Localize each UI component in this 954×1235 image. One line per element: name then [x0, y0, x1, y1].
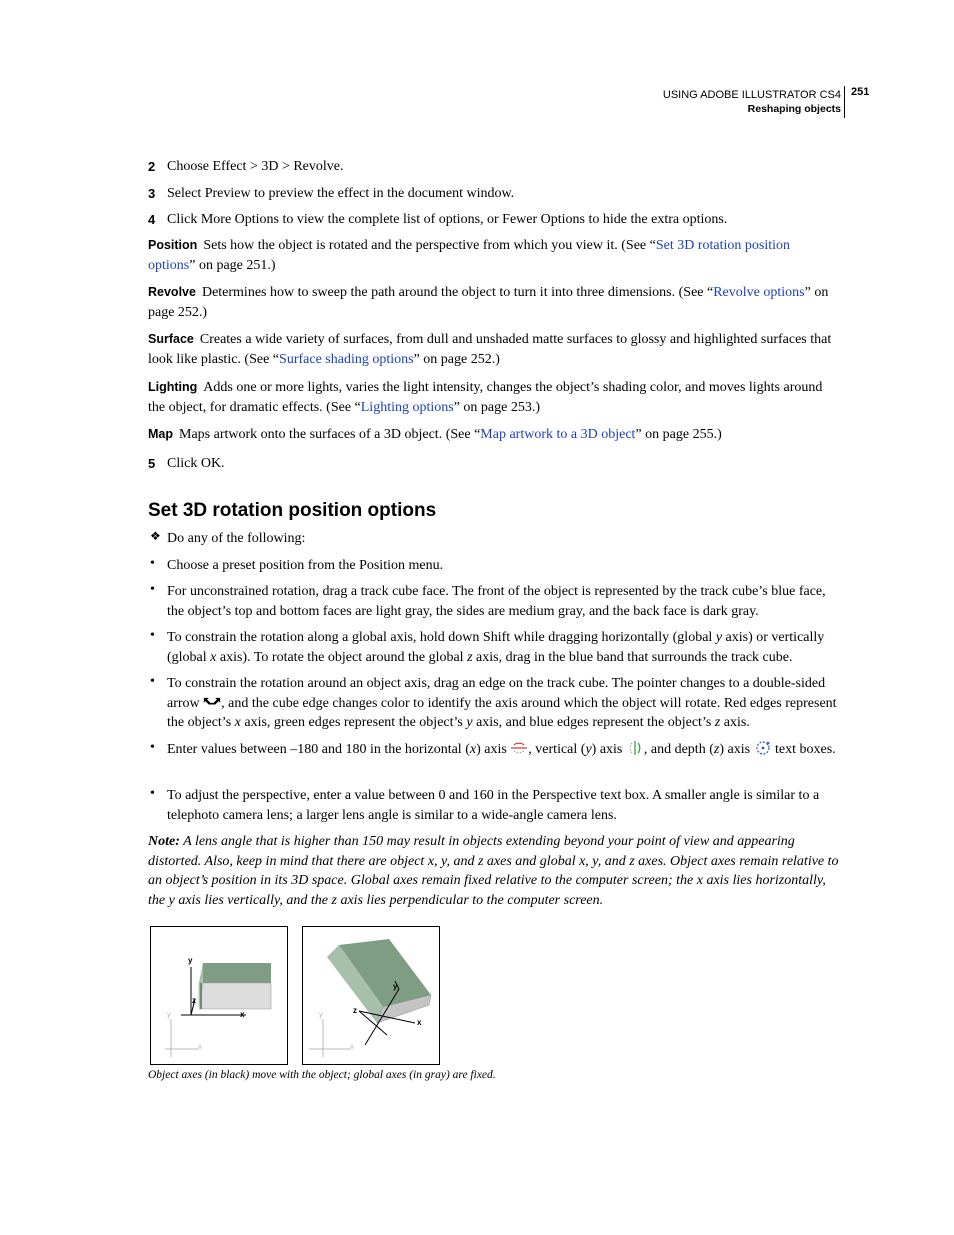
object-x-label: x [417, 1018, 422, 1027]
figure-object-axes-rotated [302, 926, 440, 1065]
step-text: Click More Options to view the complete list of options, or Fewer Options to hide the extra options. [167, 212, 728, 227]
link-map-artwork[interactable]: Map artwork to a 3D object [480, 427, 636, 442]
option-term: Map [148, 427, 173, 441]
page-number: 251 [851, 86, 870, 98]
illustration-rotated [303, 927, 439, 1064]
y-axis-rotation-icon [626, 740, 644, 756]
link-revolve-options[interactable]: Revolve options [713, 285, 805, 300]
bullet-icon: • [150, 740, 155, 755]
figure-caption: Object axes (in black) move with the object; global axes (in gray) are fixed. [148, 1069, 496, 1081]
option-revolve [148, 283, 840, 322]
section-heading: Set 3D rotation position options [148, 500, 437, 521]
bullet-text: To adjust the perspective, enter a value between 0 and 160 in the Perspective text box. A smaller angle is similar to a telephoto camera lens; a larger lens angle is similar to a wide-angle camera lens. [167, 788, 820, 823]
step-text: Select Preview to preview the effect in the document window. [167, 186, 515, 201]
step-number: 2 [148, 159, 156, 174]
global-y-label: y [319, 1010, 323, 1019]
bullet-text: For unconstrained rotation, drag a track cube face. The front of the object is represented by the track cube’s blue face, the object’s top and bottom faces are light gray, the sides are medium gray, and the back face is dark gray. [167, 584, 826, 619]
global-y-label: y [167, 1010, 171, 1019]
global-x-label: x [350, 1042, 354, 1051]
bullet-text: To constrain the rotation along a global axis, hold down Shift while dragging horizontally (global y axis) or vertically (global x axis). To rotate the object around the global z axis, drag in the blue band that surrounds the track cube. [167, 630, 825, 665]
option-desc: Sets how the object is rotated and the perspective from which you view it. (See “ [203, 238, 656, 253]
global-x-label: x [198, 1042, 202, 1051]
link-surface-shading[interactable]: Surface shading options [279, 351, 414, 367]
object-y-label: y [188, 956, 193, 965]
step-number: 3 [148, 186, 156, 201]
bullet-text: To constrain the rotation around an object axis, drag an edge on the track cube. The pointer changes to a double-sided arrow , and the cube edge changes color to identify the axis around which the object will rotate. Red edges represent the object’s x axis, green edges represent the object’s y axis, and blue edges represent the object’s z axis. [167, 676, 837, 730]
option-desc: Maps artwork onto the surfaces of a 3D object. (See “ [179, 427, 481, 442]
note [148, 832, 840, 910]
option-lighting [148, 378, 840, 417]
figure-object-axes-aligned [150, 926, 288, 1065]
note-text: A lens angle that is higher than 150 may result in objects extending beyond your point of view and appearing distorted. Also, keep in mind that there are object x, y, and z axes and global x, y, and z axes. Object axes remain relative to an object’s position in its 3D space. Global axes remain fixed relative to the computer screen; the x axis lies horizontally, the y axis lies vertically, and the z axis lies perpendicular to the computer screen. [148, 834, 839, 908]
option-desc: Determines how to sweep the path around the object to turn it into three dimensions. (See “ [201, 285, 714, 300]
step-number: 4 [148, 212, 156, 227]
bullet-text: Choose a preset position from the Position menu. [167, 558, 444, 573]
option-desc: Creates a wide variety of surfaces, from dull and unshaded matte surfaces to glossy and highlighted surfaces that look like plastic. (See “ [148, 332, 832, 367]
option-ref: ” on page 255.) [635, 427, 722, 442]
section-name: Reshaping objects [747, 103, 841, 115]
step-number: 5 [148, 456, 156, 471]
bullet-icon: • [150, 674, 155, 689]
option-term: Lighting [148, 380, 198, 394]
option-term: Position [148, 238, 198, 252]
step-text: Choose Effect > 3D > Revolve. [167, 159, 344, 174]
bullet-icon: • [150, 556, 155, 571]
illustration-aligned [151, 927, 287, 1064]
object-z-label: z [353, 1006, 357, 1015]
option-position [148, 236, 840, 275]
option-ref: ” on page 252.) [413, 351, 500, 367]
z-axis-rotation-icon [754, 740, 772, 756]
step-text: Click OK. [167, 456, 225, 471]
option-ref: ” on page 251.) [189, 257, 276, 273]
link-lighting-options[interactable]: Lighting options [360, 399, 454, 415]
option-ref: ” on page 252.) [148, 285, 829, 320]
object-y-label: y [393, 982, 398, 991]
intro-text: Do any of the following: [167, 531, 306, 546]
diamond-bullet-icon: ❖ [150, 529, 161, 543]
option-ref: ” on page 253.) [453, 399, 541, 415]
bullet-text: Enter values between –180 and 180 in the horizontal (x) axis , vertical (y) axis , and depth (z) axis text boxes. [167, 742, 836, 757]
header-divider [844, 86, 845, 118]
bullet-icon: • [150, 786, 155, 801]
option-surface [148, 330, 840, 369]
option-term: Revolve [148, 285, 196, 299]
object-z-label: z [192, 996, 196, 1005]
option-map [148, 425, 840, 445]
object-x-label: x [240, 1010, 245, 1019]
book-title: USING ADOBE ILLUSTRATOR CS4 [662, 89, 841, 101]
bullet-icon: • [150, 628, 155, 643]
note-label: Note: [148, 834, 180, 849]
double-arrow-pointer-icon [203, 694, 221, 710]
bullet-icon: • [150, 582, 155, 597]
x-axis-rotation-icon [510, 740, 528, 756]
link-set-3d-rotation[interactable]: Set 3D rotation position options [148, 238, 791, 273]
option-term: Surface [148, 332, 194, 346]
option-desc: Adds one or more lights, varies the light intensity, changes the object’s shading color, and moves lights around the object, for dramatic effects. (See “ [148, 380, 823, 415]
